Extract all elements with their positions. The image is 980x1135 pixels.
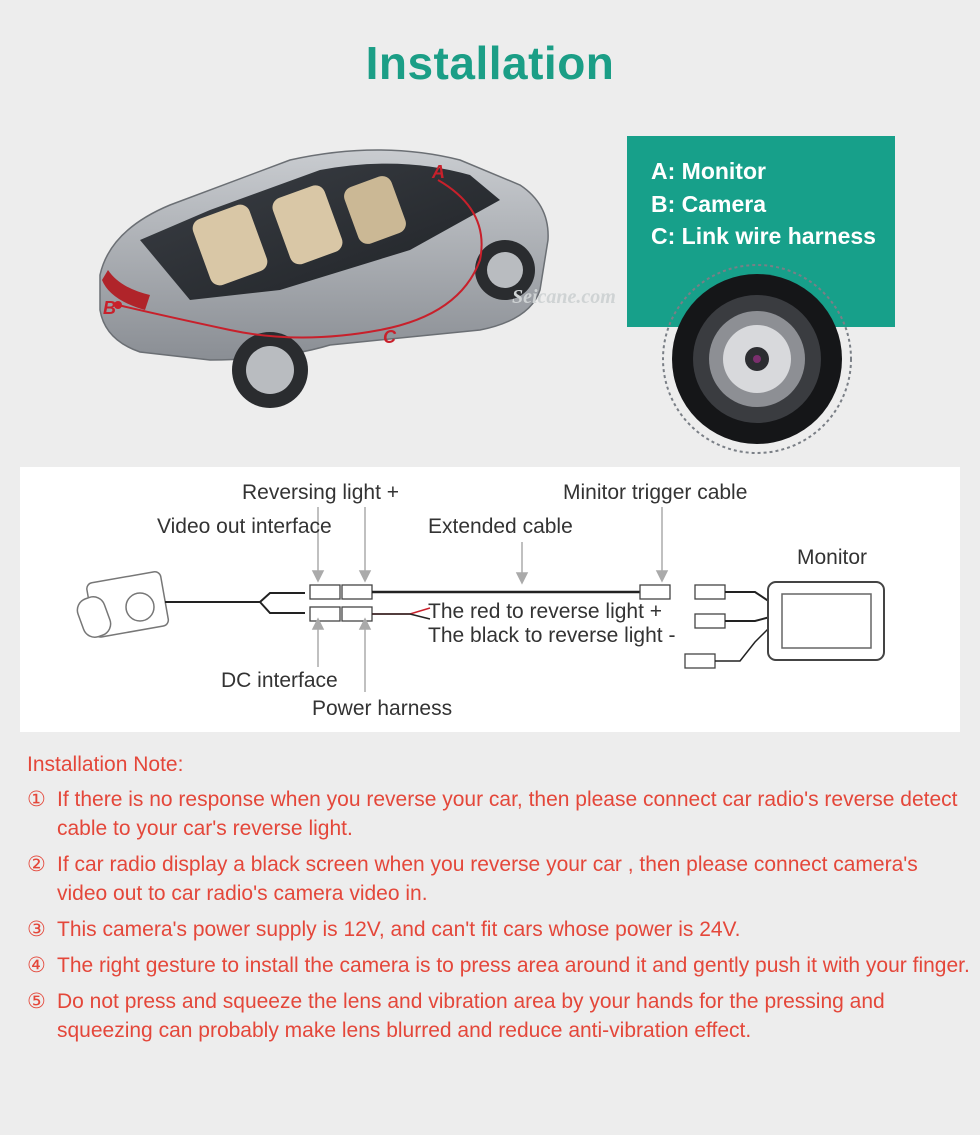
label-extended-cable: Extended cable <box>428 515 573 538</box>
legend-item-harness: C: Link wire harness <box>651 223 876 249</box>
note-item <box>27 987 972 1045</box>
camera-icon <box>74 571 169 641</box>
car-marker-b: B <box>103 298 116 318</box>
page-title: Installation <box>365 37 615 89</box>
note-number: ④ <box>27 954 46 977</box>
label-reversing-light: Reversing light + <box>242 481 399 504</box>
watermark: Seicane.com <box>512 286 616 308</box>
legend-item-monitor: A: Monitor <box>651 158 766 184</box>
legend-item-camera: B: Camera <box>651 191 767 217</box>
label-red-wire: The red to reverse light + <box>428 600 663 623</box>
label-black-wire: The black to reverse light - <box>428 624 676 647</box>
note-item <box>27 951 972 980</box>
notes-heading: Installation Note: <box>27 753 184 776</box>
car-illustration <box>80 130 580 420</box>
note-number: ① <box>27 788 46 811</box>
wiring-diagram <box>20 467 960 732</box>
note-text: If car radio display a black screen when you reverse your car , then please connect camera's video out to car radio's camera video in. <box>57 853 918 905</box>
note-number: ② <box>27 853 46 876</box>
monitor-icon <box>768 582 884 660</box>
installation-notes <box>27 753 972 1052</box>
camera-lens-image <box>660 262 854 456</box>
note-text: If there is no response when you reverse your car, then please connect car radio's reverse detect cable to your car's reverse light. <box>57 788 958 840</box>
note-number: ③ <box>27 918 46 941</box>
car-marker-c: C <box>383 327 396 347</box>
note-text: This camera's power supply is 12V, and can't fit cars whose power is 24V. <box>57 918 741 941</box>
label-power-harness: Power harness <box>312 697 453 720</box>
note-text: The right gesture to install the camera is to press area around it and gently push it with your finger. <box>57 954 970 977</box>
label-monitor: Monitor <box>797 546 868 569</box>
note-number: ⑤ <box>27 990 46 1013</box>
label-dc-interface: DC interface <box>221 669 338 692</box>
note-item <box>27 785 972 843</box>
label-video-out: Video out interface <box>157 515 332 538</box>
car-marker-a: A <box>432 162 445 182</box>
note-item <box>27 850 972 908</box>
note-item <box>27 915 972 944</box>
label-monitor-trigger: Minitor trigger cable <box>563 481 748 504</box>
note-text: Do not press and squeeze the lens and vibration area by your hands for the pressing and squeezing can probably make lens blurred and reduce anti-vibration effect. <box>57 990 885 1042</box>
